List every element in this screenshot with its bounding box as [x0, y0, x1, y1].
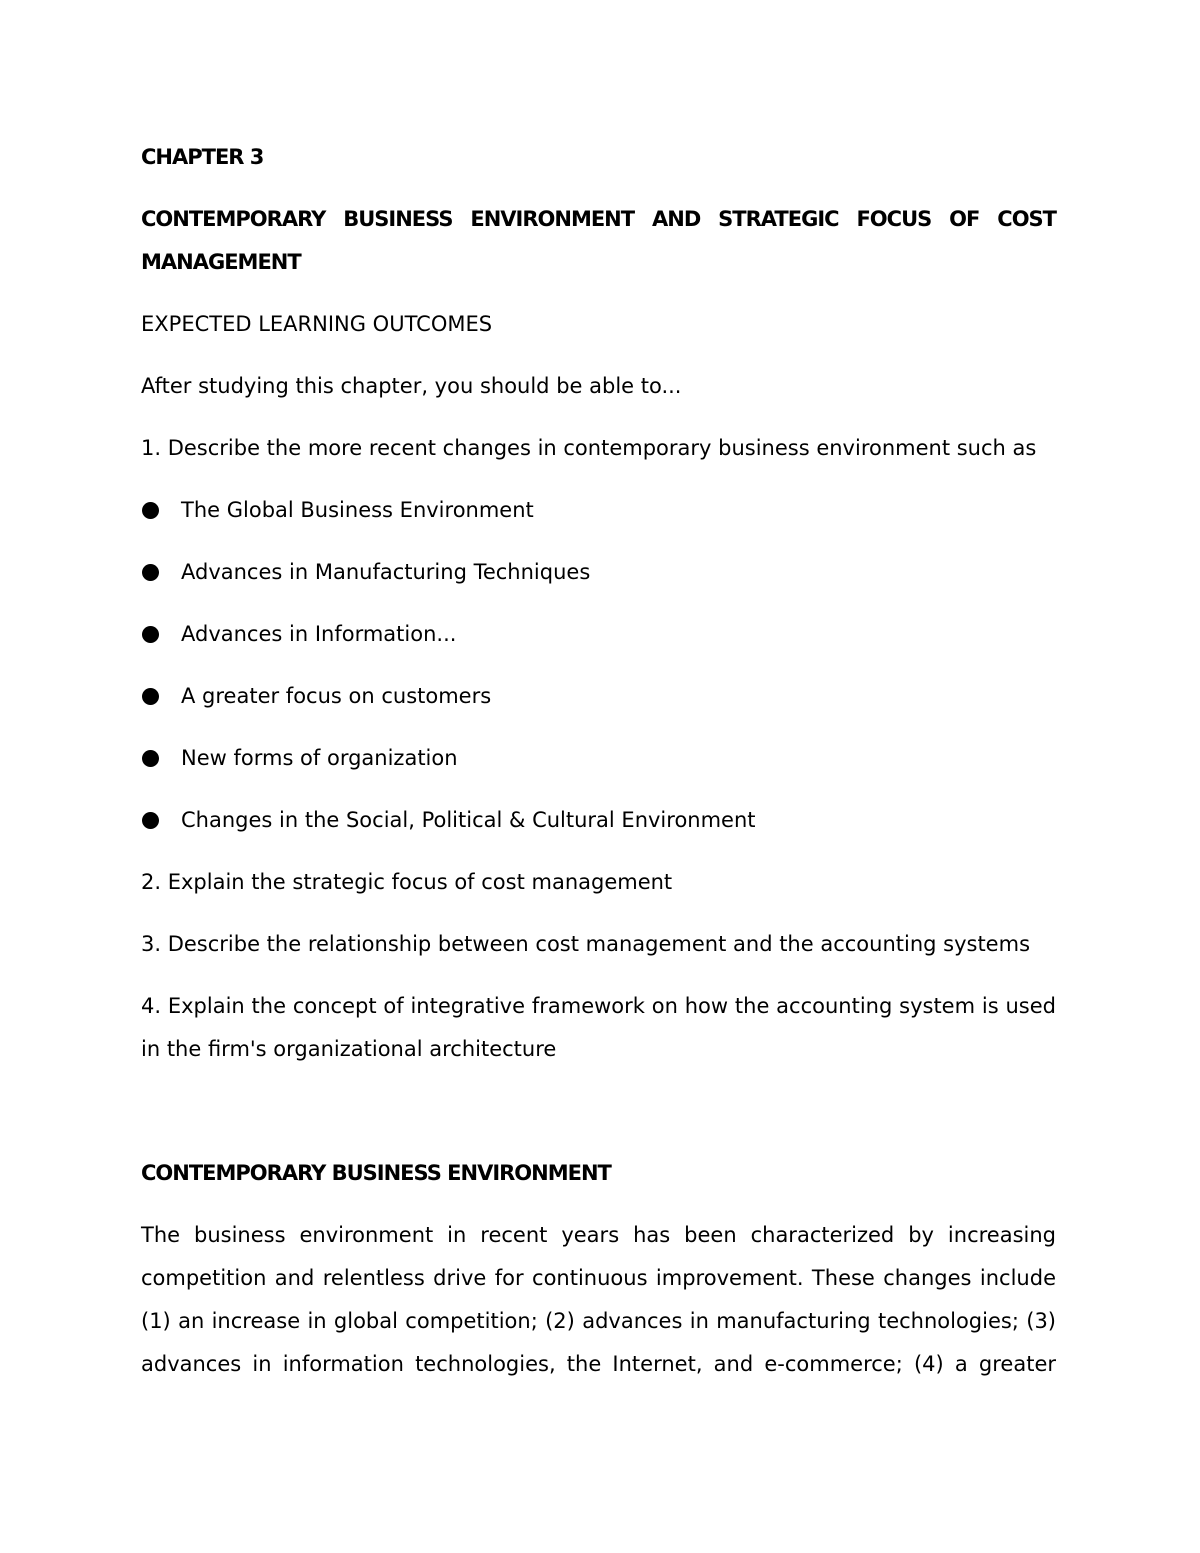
list-item-text: Advances in Information... — [181, 622, 457, 646]
outcome-3: 3. Describe the relationship between cost management and the accounting systems — [141, 932, 1031, 956]
chapter-label: CHAPTER 3 — [141, 145, 264, 169]
list-item — [141, 489, 1056, 532]
bullet-icon — [142, 688, 159, 705]
list-item-text: The Global Business Environment — [181, 498, 534, 522]
section-body: The business environment in recent years has been characterized by increasing competition and relentless drive for continuous improvement. These changes include (1) an increase in global competition; (2) advances in manufacturing technologies; (3) advances in information technologies, the Internet, and e-commerce; (4) a greater — [141, 1223, 1056, 1376]
outcome-2: 2. Explain the strategic focus of cost management — [141, 870, 673, 894]
list-item-text: A greater focus on customers — [181, 684, 492, 708]
outcome-1: 1. Describe the more recent changes in contemporary business environment such as — [141, 436, 1037, 460]
chapter-title: CONTEMPORARY BUSINESS ENVIRONMENT AND STRATEGIC FOCUS OF COST MANAGEMENT — [141, 207, 1056, 274]
page-content — [141, 136, 1056, 1405]
list-item — [141, 551, 1056, 594]
outcome-4: 4. Explain the concept of integrative framework on how the accounting system is used in the firm's organizational architecture — [141, 994, 1056, 1061]
list-item — [141, 737, 1056, 780]
outcomes-heading: EXPECTED LEARNING OUTCOMES — [141, 312, 493, 336]
section-spacer — [141, 1090, 1056, 1152]
list-item — [141, 675, 1056, 718]
bullet-icon — [142, 564, 159, 581]
bullet-icon — [142, 502, 159, 519]
bullet-list — [141, 489, 1056, 842]
intro-text: After studying this chapter, you should be able to... — [141, 374, 682, 398]
bullet-icon — [142, 750, 159, 767]
list-item — [141, 799, 1056, 842]
list-item — [141, 613, 1056, 656]
bullet-icon — [142, 626, 159, 643]
list-item-text: Changes in the Social, Political & Cultural Environment — [181, 808, 756, 832]
list-item-text: Advances in Manufacturing Techniques — [181, 560, 591, 584]
list-item-text: New forms of organization — [181, 746, 458, 770]
bullet-icon — [142, 812, 159, 829]
section-heading: CONTEMPORARY BUSINESS ENVIRONMENT — [141, 1161, 611, 1185]
